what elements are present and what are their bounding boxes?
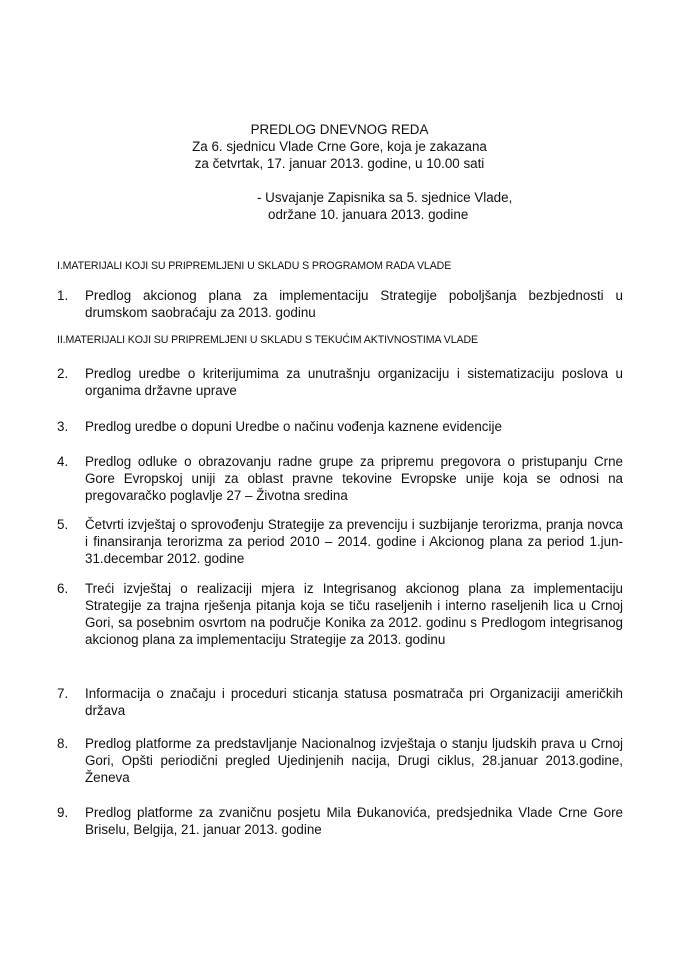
item-text: Predlog uredbe o kriterijumima za unutrašnju organizaciju i sistematizaciju poslova u organima državne uprave <box>85 366 623 398</box>
section-heading-1: I.MATERIJALI KOJI SU PRIPREMLJENI U SKLADU S PROGRAMOM RADA VLADE <box>57 260 452 272</box>
item-text: Predlog uredbe o dopuni Uredbe o načinu vođenja kaznene evidencije <box>85 419 502 434</box>
item-number: 3. <box>57 419 69 434</box>
item-number: 1. <box>57 288 69 303</box>
item-number: 8. <box>57 736 69 751</box>
item-number: 7. <box>57 686 69 701</box>
session-line: Za 6. sjednicu Vlade Crne Gore, koja je zakazana <box>192 139 487 154</box>
agenda-item <box>57 418 623 435</box>
agenda-item <box>57 287 623 321</box>
item-number: 6. <box>57 581 69 596</box>
document-header <box>0 121 679 172</box>
item-number: 2. <box>57 366 69 381</box>
agenda-item <box>57 365 623 399</box>
agenda-title: PREDLOG DNEVNOG REDA <box>250 122 429 137</box>
agenda-item <box>57 516 623 567</box>
item-text: Predlog platforme za zvaničnu posjetu Mila Đukanovića, predsjednika Vlade Crne Gore Briselu, Belgija, 21. januar 2013. godine <box>85 805 623 837</box>
agenda-item <box>57 685 623 719</box>
item-number: 9. <box>57 805 69 820</box>
adoption-line-1: - Usvajanje Zapisnika sa 5. sjednice Vlade, <box>257 190 513 205</box>
item-text: Treći izvještaj o realizaciji mjera iz Integrisanog akcionog plana za implementaciju Strategije za trajna rješenja pitanja koja se tiču raseljenih i interno raseljenih lica u Crnoj Gori, sa posebnim osvrtom na područje Konika za 2012. godinu s Predlogom integrisanog akcionog plana za implementaciju Strategije za 2013. godinu <box>85 581 623 647</box>
adoption-line-2: održane 10. januara 2013. godine <box>268 207 469 222</box>
agenda-item <box>57 735 623 786</box>
item-text: Četvrti izvještaj o sprovođenju Strategije za prevenciju i suzbijanje terorizma, pranja novca i finansiranja terorizma za period 2010 – 2014. godine i Akcionog plana za period 1.jun-31.decembar 2012. godine <box>85 517 623 566</box>
item-number: 5. <box>57 517 69 532</box>
agenda-item <box>57 804 623 838</box>
item-text: Predlog akcionog plana za implementaciju Strategije poboljšanja bezbjednosti u drumskom saobraćaju za 2013. godinu <box>85 288 623 320</box>
item-text: Predlog platforme za predstavljanje Nacionalnog izvještaja o stanju ljudskih prava u Crnoj Gori, Opšti periodični pregled Ujedinjenih nacija, Drugi ciklus, 28.januar 2013.godine, Ženeva <box>85 736 623 785</box>
item-text: Informacija o značaju i proceduri sticanja statusa posmatrača pri Organizaciji američkih država <box>85 686 623 718</box>
agenda-item <box>57 453 623 504</box>
date-line: za četvrtak, 17. januar 2013. godine, u 10.00 sati <box>194 156 485 171</box>
item-text: Predlog odluke o obrazovanju radne grupe za pripremu pregovora o pristupanju Crne Gore Evropskoj uniji za oblast pravne tekovine Evropske unije koja se odnosi na pregovaračko poglavlje 27 – Životna sredina <box>85 454 623 503</box>
section-heading-2: II.MATERIJALI KOJI SU PRIPREMLJENI U SKLADU S TEKUĆIM AKTIVNOSTIMA VLADE <box>57 334 478 346</box>
minutes-adoption <box>257 189 512 223</box>
agenda-item <box>57 580 623 648</box>
item-number: 4. <box>57 454 69 469</box>
